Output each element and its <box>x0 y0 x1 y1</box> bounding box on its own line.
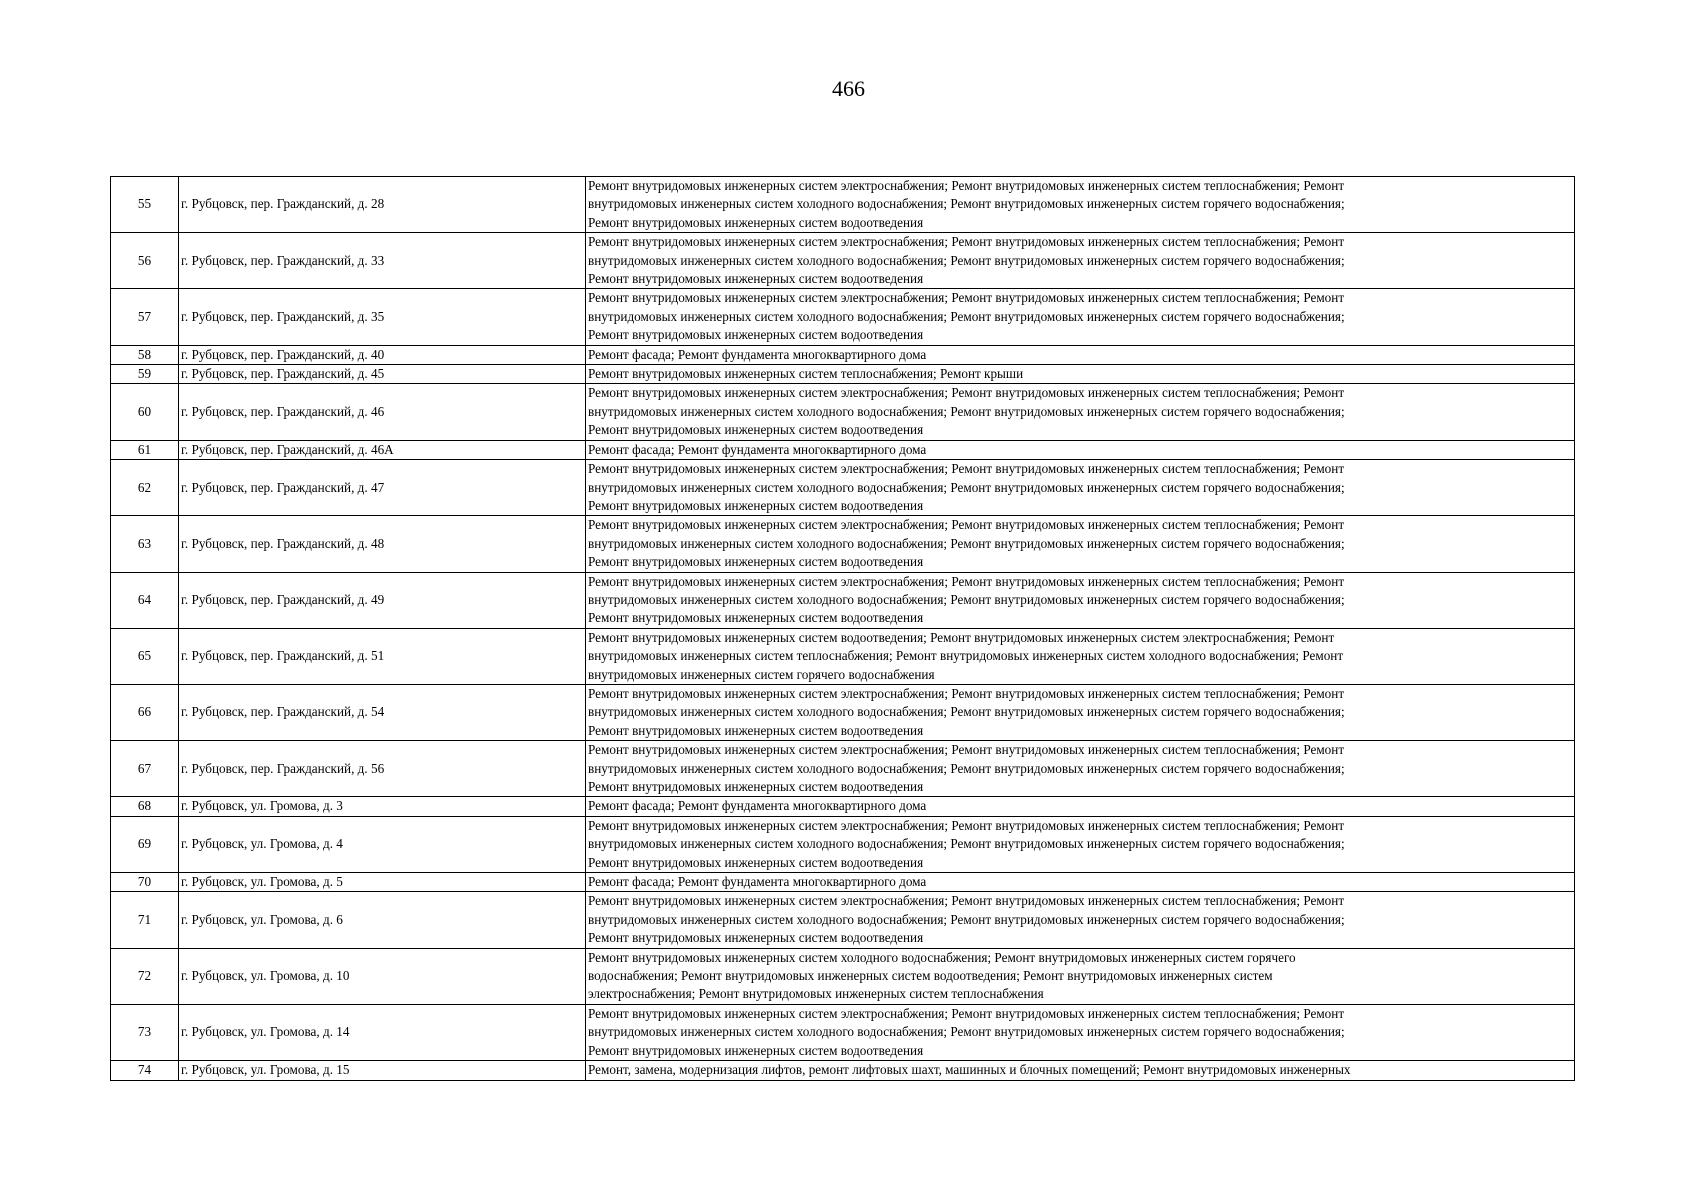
page-number: 466 <box>832 76 865 101</box>
works-line: Ремонт внутридомовых инженерных систем водоотведения <box>588 422 924 438</box>
address-cell: г. Рубцовск, ул. Громова, д. 14 <box>179 1004 586 1060</box>
table-row <box>111 628 1575 684</box>
works-line: Ремонт внутридомовых инженерных систем электроснабжения; Ремонт внутридомовых инженерных систем теплоснабжения; Ремонт <box>588 742 1345 758</box>
works-line: Ремонт фасада; Ремонт фундамента многоквартирного дома <box>588 441 927 457</box>
works-line: внутридомовых инженерных систем холодного водоснабжения; Ремонт внутридомовых инженерных систем горячего водоснабжения; <box>588 704 1345 720</box>
works-line: внутридомовых инженерных систем холодного водоснабжения; Ремонт внутридомовых инженерных систем горячего водоснабжения; <box>588 196 1345 212</box>
works-line: Ремонт внутридомовых инженерных систем электроснабжения; Ремонт внутридомовых инженерных систем теплоснабжения; Ремонт <box>588 517 1345 533</box>
works-cell <box>586 516 1575 572</box>
row-number: 67 <box>111 741 179 797</box>
works-line: внутридомовых инженерных систем холодного водоснабжения; Ремонт внутридомовых инженерных систем горячего водоснабжения; <box>588 760 1345 776</box>
address-cell: г. Рубцовск, пер. Гражданский, д. 45 <box>179 365 586 384</box>
works-line: Ремонт внутридомовых инженерных систем водоотведения <box>588 722 924 738</box>
row-number: 60 <box>111 384 179 440</box>
works-cell <box>586 684 1575 740</box>
works-line: Ремонт фасада; Ремонт фундамента многоквартирного дома <box>588 874 927 890</box>
works-line: Ремонт внутридомовых инженерных систем водоотведения <box>588 497 924 513</box>
works-cell <box>586 384 1575 440</box>
works-cell <box>586 365 1575 384</box>
works-line: Ремонт внутридомовых инженерных систем водоотведения <box>588 271 924 287</box>
row-number: 59 <box>111 365 179 384</box>
works-line: Ремонт внутридомовых инженерных систем водоотведения <box>588 854 924 870</box>
address-cell: г. Рубцовск, пер. Гражданский, д. 46А <box>179 440 586 459</box>
works-line: внутридомовых инженерных систем холодного водоснабжения; Ремонт внутридомовых инженерных систем горячего водоснабжения; <box>588 591 1345 607</box>
works-cell <box>586 289 1575 345</box>
works-line: Ремонт внутридомовых инженерных систем электроснабжения; Ремонт внутридомовых инженерных систем теплоснабжения; Ремонт <box>588 1005 1345 1021</box>
table-row <box>111 365 1575 384</box>
works-cell <box>586 873 1575 892</box>
address-cell: г. Рубцовск, ул. Громова, д. 4 <box>179 816 586 872</box>
address-cell: г. Рубцовск, пер. Гражданский, д. 56 <box>179 741 586 797</box>
works-line: внутридомовых инженерных систем горячего водоснабжения <box>588 666 935 682</box>
row-number: 64 <box>111 572 179 628</box>
works-line: внутридомовых инженерных систем холодного водоснабжения; Ремонт внутридомовых инженерных систем горячего водоснабжения; <box>588 252 1345 268</box>
works-cell <box>586 440 1575 459</box>
address-cell: г. Рубцовск, ул. Громова, д. 5 <box>179 873 586 892</box>
works-cell <box>586 460 1575 516</box>
table-row <box>111 460 1575 516</box>
row-number: 74 <box>111 1061 179 1080</box>
works-cell <box>586 1061 1575 1080</box>
works-line: Ремонт внутридомовых инженерных систем электроснабжения; Ремонт внутридомовых инженерных систем теплоснабжения; Ремонт <box>588 178 1345 193</box>
works-line: внутридомовых инженерных систем теплоснабжения; Ремонт внутридомовых инженерных систем холодного водоснабжения; Ремонт <box>588 648 1344 664</box>
table-row <box>111 797 1575 816</box>
works-line: внутридомовых инженерных систем холодного водоснабжения; Ремонт внутридомовых инженерных систем горячего водоснабжения; <box>588 535 1345 551</box>
address-cell: г. Рубцовск, пер. Гражданский, д. 47 <box>179 460 586 516</box>
works-line: внутридомовых инженерных систем холодного водоснабжения; Ремонт внутридомовых инженерных систем горячего водоснабжения; <box>588 403 1345 419</box>
table-row <box>111 177 1575 233</box>
table-row <box>111 233 1575 289</box>
table-row <box>111 1061 1575 1080</box>
table-row <box>111 892 1575 948</box>
row-number: 55 <box>111 177 179 233</box>
works-line: Ремонт внутридомовых инженерных систем электроснабжения; Ремонт внутридомовых инженерных систем теплоснабжения; Ремонт <box>588 461 1345 477</box>
address-cell: г. Рубцовск, пер. Гражданский, д. 28 <box>179 177 586 233</box>
address-cell: г. Рубцовск, ул. Громова, д. 10 <box>179 948 586 1004</box>
address-cell: г. Рубцовск, пер. Гражданский, д. 49 <box>179 572 586 628</box>
works-line: внутридомовых инженерных систем холодного водоснабжения; Ремонт внутридомовых инженерных систем горячего водоснабжения; <box>588 1024 1345 1040</box>
works-line: Ремонт внутридомовых инженерных систем электроснабжения; Ремонт внутридомовых инженерных систем теплоснабжения; Ремонт <box>588 685 1345 701</box>
works-line: Ремонт внутридомовых инженерных систем теплоснабжения; Ремонт крыши <box>588 366 1024 382</box>
table-row <box>111 384 1575 440</box>
works-line: электроснабжения; Ремонт внутридомовых инженерных систем теплоснабжения <box>588 986 1044 1002</box>
works-cell <box>586 628 1575 684</box>
works-cell <box>586 345 1575 364</box>
works-line: Ремонт внутридомовых инженерных систем электроснабжения; Ремонт внутридомовых инженерных систем теплоснабжения; Ремонт <box>588 385 1345 401</box>
row-number: 72 <box>111 948 179 1004</box>
works-line: Ремонт, замена, модернизация лифтов, ремонт лифтовых шахт, машинных и блочных помещений; Ремонт внутридомовых инженерных <box>588 1062 1351 1078</box>
table-row <box>111 345 1575 364</box>
works-cell <box>586 1004 1575 1060</box>
works-line: Ремонт внутридомовых инженерных систем водоотведения <box>588 930 924 946</box>
address-cell: г. Рубцовск, ул. Громова, д. 3 <box>179 797 586 816</box>
address-cell: г. Рубцовск, пер. Гражданский, д. 33 <box>179 233 586 289</box>
works-line: Ремонт внутридомовых инженерных систем водоотведения <box>588 214 924 230</box>
table-row <box>111 741 1575 797</box>
table-body <box>111 177 1575 1081</box>
works-line: внутридомовых инженерных систем холодного водоснабжения; Ремонт внутридомовых инженерных систем горячего водоснабжения; <box>588 308 1345 324</box>
table-row <box>111 1004 1575 1060</box>
row-number: 58 <box>111 345 179 364</box>
works-line: Ремонт внутридомовых инженерных систем водоотведения <box>588 327 924 343</box>
address-cell: г. Рубцовск, пер. Гражданский, д. 48 <box>179 516 586 572</box>
row-number: 68 <box>111 797 179 816</box>
address-cell: г. Рубцовск, пер. Гражданский, д. 46 <box>179 384 586 440</box>
works-cell <box>586 816 1575 872</box>
table-row <box>111 684 1575 740</box>
row-number: 56 <box>111 233 179 289</box>
row-number: 66 <box>111 684 179 740</box>
works-line: внутридомовых инженерных систем холодного водоснабжения; Ремонт внутридомовых инженерных систем горячего водоснабжения; <box>588 911 1345 927</box>
works-line: Ремонт внутридомовых инженерных систем электроснабжения; Ремонт внутридомовых инженерных систем теплоснабжения; Ремонт <box>588 234 1345 250</box>
row-number: 71 <box>111 892 179 948</box>
works-cell <box>586 177 1575 233</box>
row-number: 62 <box>111 460 179 516</box>
works-line: Ремонт внутридомовых инженерных систем электроснабжения; Ремонт внутридомовых инженерных систем теплоснабжения; Ремонт <box>588 817 1345 833</box>
row-number: 63 <box>111 516 179 572</box>
row-number: 61 <box>111 440 179 459</box>
works-cell <box>586 797 1575 816</box>
works-line: внутридомовых инженерных систем холодного водоснабжения; Ремонт внутридомовых инженерных систем горячего водоснабжения; <box>588 836 1345 852</box>
table-row <box>111 873 1575 892</box>
works-line: Ремонт внутридомовых инженерных систем водоотведения; Ремонт внутридомовых инженерных систем электроснабжения; Ремонт <box>588 629 1335 645</box>
works-line: Ремонт внутридомовых инженерных систем водоотведения <box>588 610 924 626</box>
works-cell <box>586 892 1575 948</box>
works-cell <box>586 233 1575 289</box>
table-row <box>111 816 1575 872</box>
works-line: внутридомовых инженерных систем холодного водоснабжения; Ремонт внутридомовых инженерных систем горячего водоснабжения; <box>588 479 1345 495</box>
address-cell: г. Рубцовск, пер. Гражданский, д. 54 <box>179 684 586 740</box>
row-number: 70 <box>111 873 179 892</box>
table-row <box>111 572 1575 628</box>
works-cell <box>586 741 1575 797</box>
table-row <box>111 289 1575 345</box>
works-cell <box>586 572 1575 628</box>
works-line: Ремонт внутридомовых инженерных систем электроснабжения; Ремонт внутридомовых инженерных систем теплоснабжения; Ремонт <box>588 573 1345 589</box>
works-line: Ремонт внутридомовых инженерных систем водоотведения <box>588 1042 924 1058</box>
works-line: Ремонт внутридомовых инженерных систем водоотведения <box>588 779 924 794</box>
works-line: Ремонт фасада; Ремонт фундамента многоквартирного дома <box>588 346 927 362</box>
address-cell: г. Рубцовск, ул. Громова, д. 6 <box>179 892 586 948</box>
works-line: Ремонт внутридомовых инженерных систем электроснабжения; Ремонт внутридомовых инженерных систем теплоснабжения; Ремонт <box>588 893 1345 909</box>
row-number: 69 <box>111 816 179 872</box>
row-number: 57 <box>111 289 179 345</box>
works-line: водоснабжения; Ремонт внутридомовых инженерных систем водоотведения; Ремонт внутридомовых инженерных систем <box>588 968 1273 984</box>
address-cell: г. Рубцовск, пер. Гражданский, д. 35 <box>179 289 586 345</box>
repair-works-table <box>110 176 1575 1081</box>
table-row <box>111 948 1575 1004</box>
row-number: 65 <box>111 628 179 684</box>
works-cell <box>586 948 1575 1004</box>
address-cell: г. Рубцовск, ул. Громова, д. 15 <box>179 1061 586 1080</box>
address-cell: г. Рубцовск, пер. Гражданский, д. 51 <box>179 628 586 684</box>
works-line: Ремонт внутридомовых инженерных систем водоотведения <box>588 554 924 570</box>
table-row <box>111 440 1575 459</box>
works-line: Ремонт внутридомовых инженерных систем электроснабжения; Ремонт внутридомовых инженерных систем теплоснабжения; Ремонт <box>588 290 1345 306</box>
address-cell: г. Рубцовск, пер. Гражданский, д. 40 <box>179 345 586 364</box>
works-line: Ремонт внутридомовых инженерных систем холодного водоснабжения; Ремонт внутридомовых инженерных систем горячего <box>588 949 1296 965</box>
works-line: Ремонт фасада; Ремонт фундамента многоквартирного дома <box>588 798 927 814</box>
row-number: 73 <box>111 1004 179 1060</box>
table-row <box>111 516 1575 572</box>
